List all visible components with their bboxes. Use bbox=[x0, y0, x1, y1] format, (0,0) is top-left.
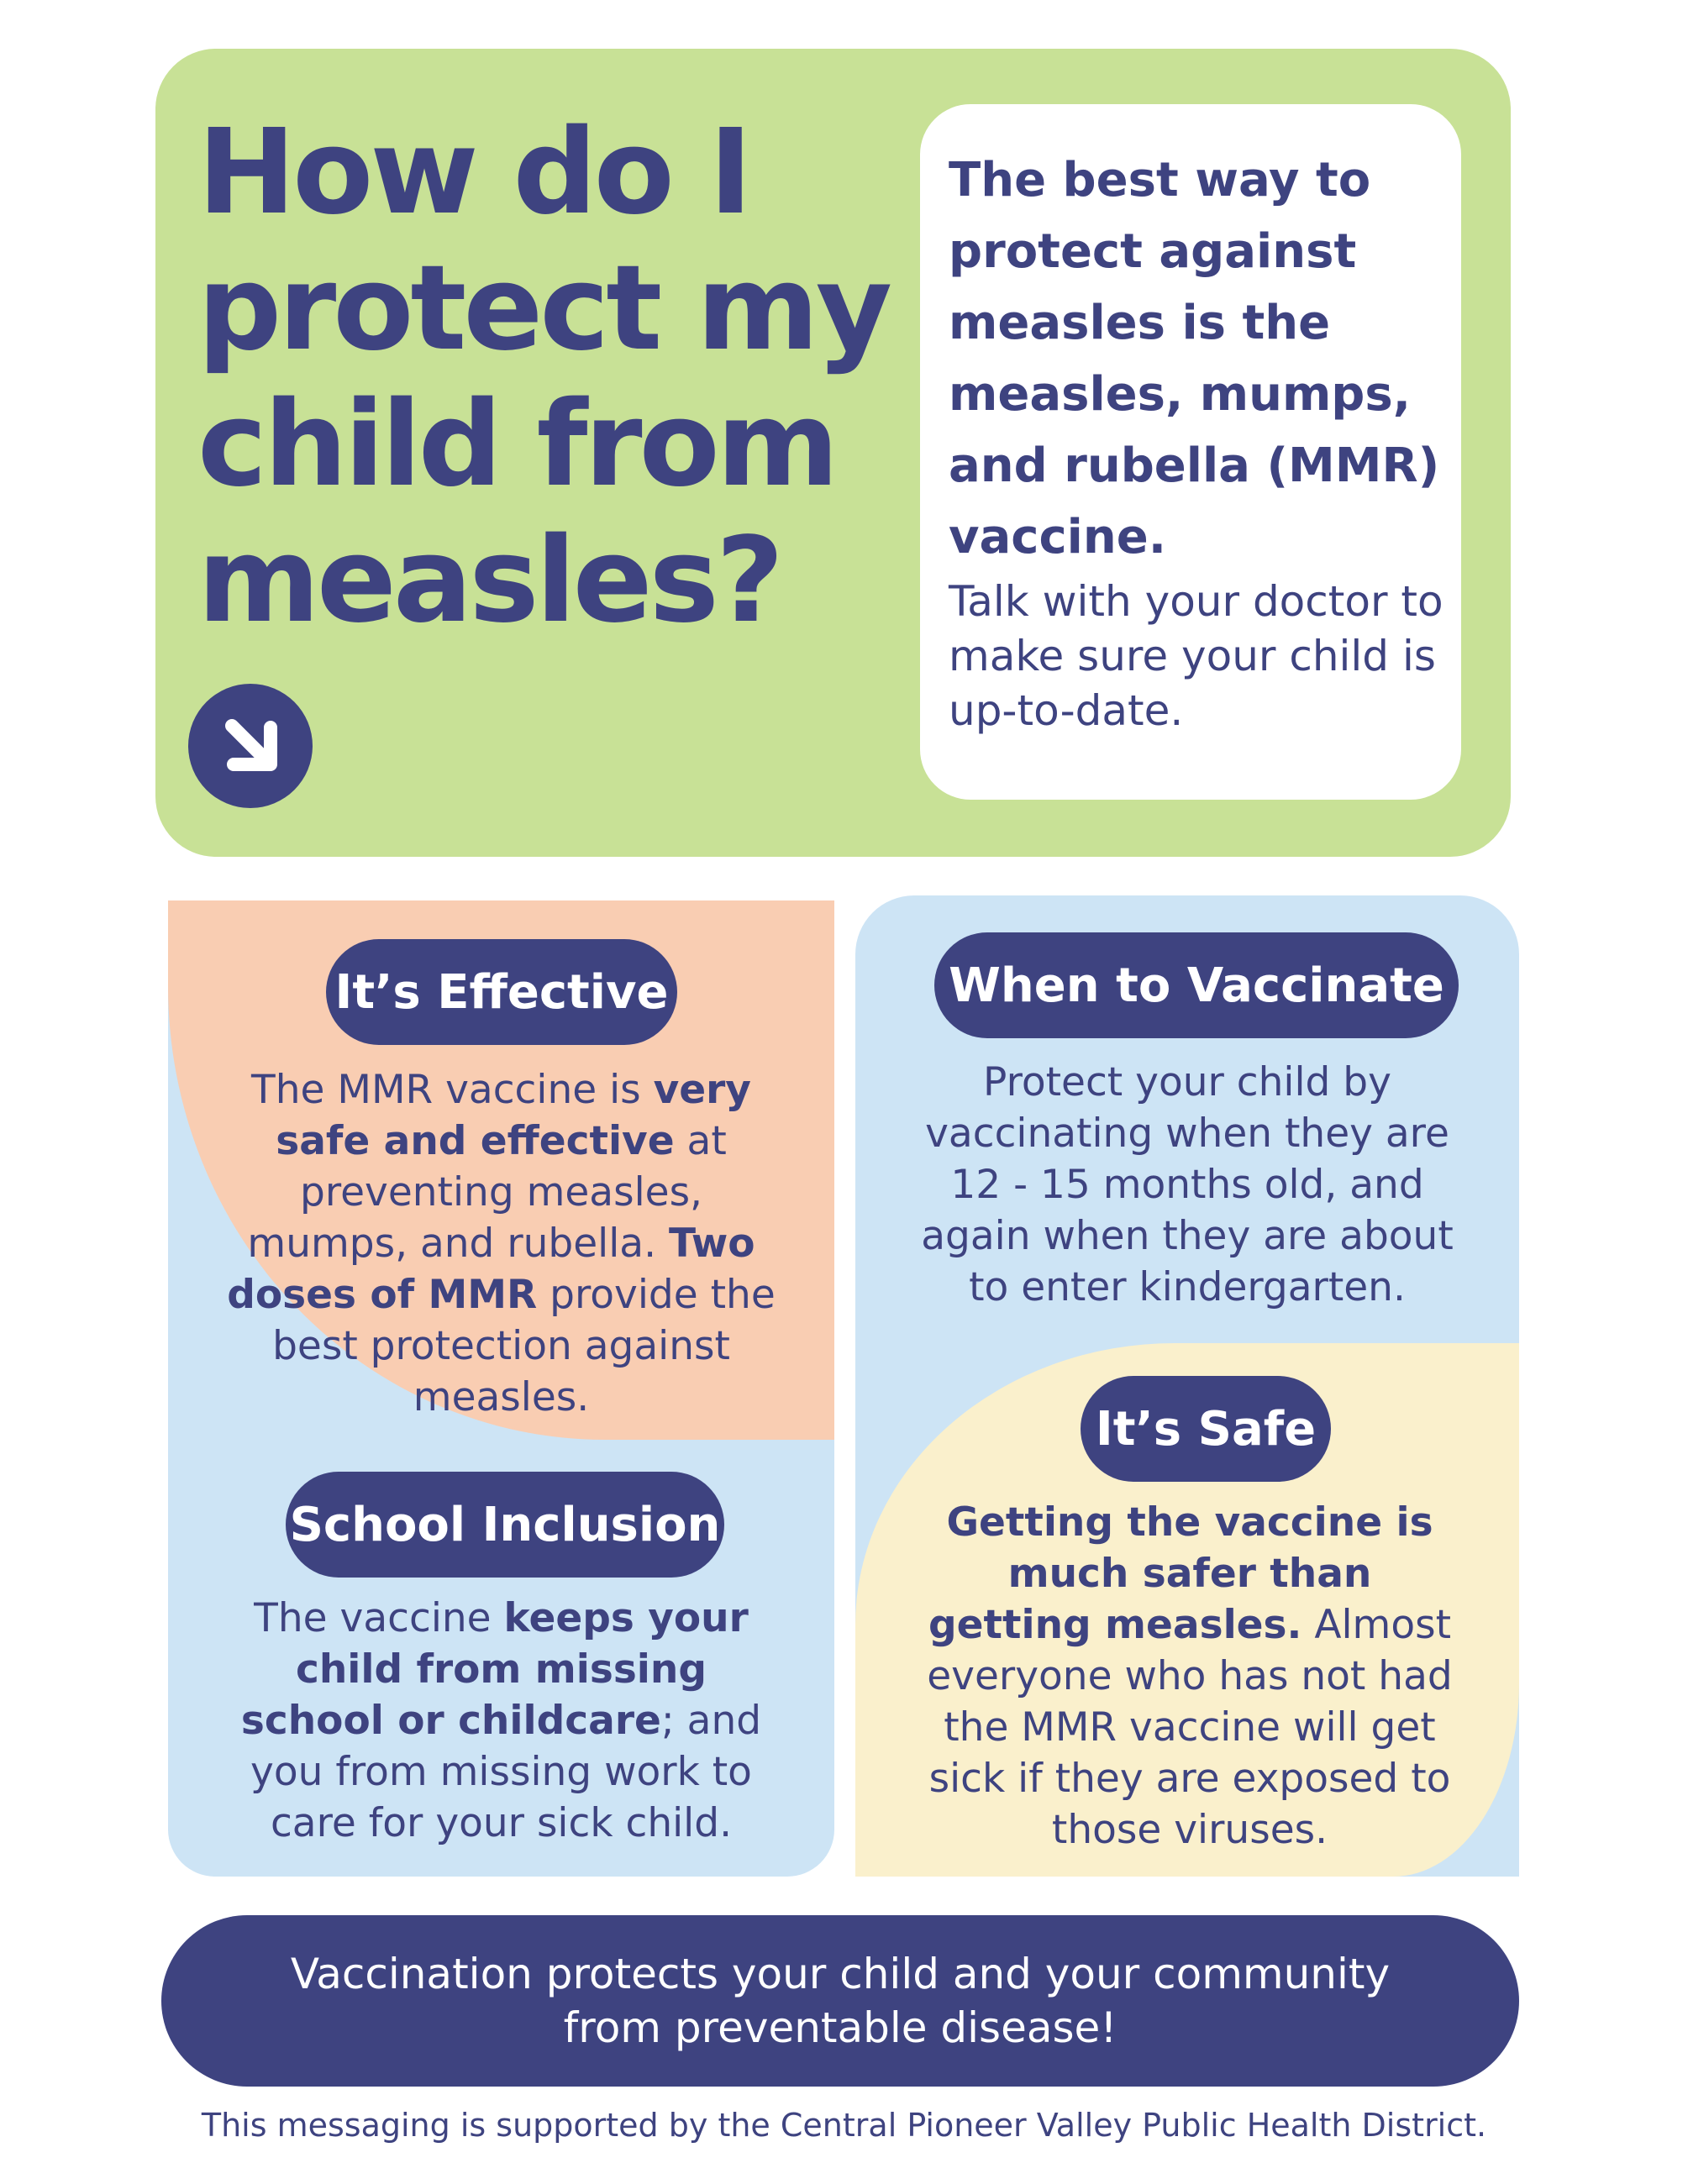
footer-banner bbox=[161, 1915, 1519, 2087]
safe-text: Getting the vaccine is much safer than getting measles. Almost everyone who has not had the MMR vaccine will get sick if they are exposed to those viruses. bbox=[927, 1499, 1453, 1853]
info-headline: The best way to protect against measles is the measles, mumps, and rubella (MMR) vaccine. bbox=[949, 153, 1440, 564]
safe-title: It’s Safe bbox=[1081, 1376, 1331, 1482]
page-title: How do I protect my child from measles? bbox=[197, 104, 890, 649]
school-inclusion-text: The vaccine keeps your child from missing school or childcare; and you from missing work to care for your sick child. bbox=[240, 1595, 762, 1846]
banner-text: Vaccination protects your child and your community from preventable disease! bbox=[290, 1950, 1391, 2052]
when-to-vaccinate-text: Protect your child by vaccinating when they are 12 - 15 months old, and again when they are about to enter kindergarten. bbox=[921, 1059, 1454, 1310]
effective-title: It’s Effective bbox=[326, 939, 677, 1045]
school-inclusion-title: School Inclusion bbox=[286, 1472, 724, 1578]
right-panel bbox=[855, 895, 1519, 1877]
left-panel bbox=[168, 900, 834, 1877]
info-card bbox=[920, 104, 1461, 800]
when-to-vaccinate-title: When to Vaccinate bbox=[934, 932, 1459, 1038]
credit-line: This messaging is supported by the Central Pioneer Valley Public Health District. bbox=[201, 2107, 1487, 2144]
effective-text: The MMR vaccine is very safe and effective at preventing measles, mumps, and rubella. Two doses of MMR provide the best protection against measles. bbox=[227, 1067, 776, 1420]
arrow-down-right-icon bbox=[188, 684, 313, 808]
info-subtext: Talk with your doctor to make sure your child is up-to-date. bbox=[949, 577, 1443, 735]
